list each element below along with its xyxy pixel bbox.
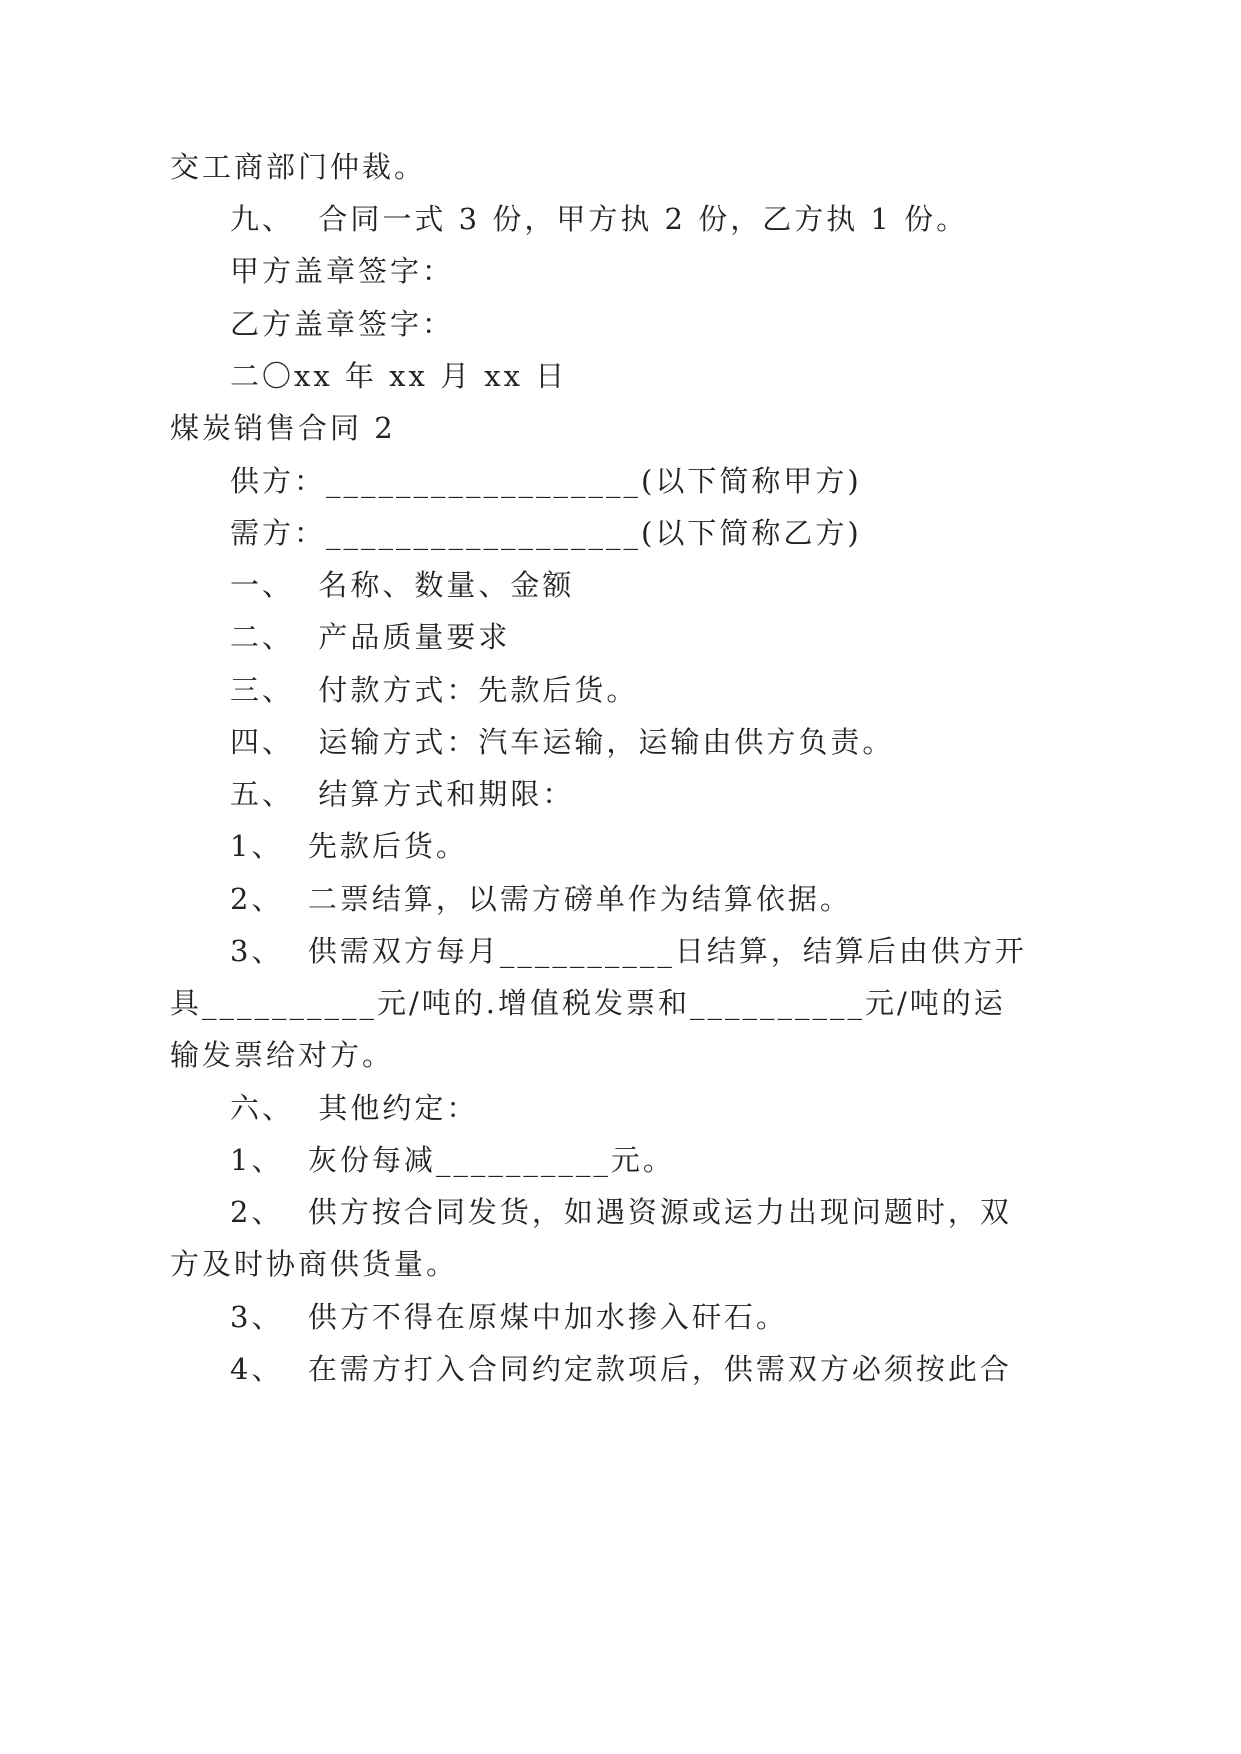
clause-five: 五、 结算方式和期限： [230, 777, 575, 811]
clause-nine: 九、 合同一式 3 份，甲方执 2 份，乙方执 1 份。 [230, 202, 969, 236]
other-item-4: 4、 在需方打入合同约定款项后，供需双方必须按此合 [230, 1352, 1012, 1386]
buyer-line: 需方：__________________(以下简称乙方) [230, 516, 862, 550]
sub-item-1: 1、 先款后货。 [230, 829, 468, 863]
contract-title: 煤炭销售合同 2 [170, 411, 396, 445]
sub-item-2: 2、 二票结算，以需方磅单作为结算依据。 [230, 882, 852, 916]
date-line: 二〇xx 年 xx 月 xx 日 [230, 359, 568, 393]
text-line: 方及时协商供货量。 [170, 1247, 459, 1281]
text-line: 具__________元/吨的.增值税发票和__________元/吨的运 [170, 986, 1006, 1020]
clause-six: 六、 其他约定： [230, 1091, 479, 1125]
other-item-2: 2、 供方按合同发货，如遇资源或运力出现问题时，双 [230, 1195, 1012, 1229]
clause-four: 四、 运输方式：汽车运输，运输由供方负责。 [230, 725, 895, 759]
other-item-3: 3、 供方不得在原煤中加水掺入矸石。 [230, 1300, 788, 1334]
other-item-1: 1、 灰份每减__________元。 [230, 1143, 675, 1177]
sub-item-3: 3、 供需双方每月__________日结算，结算后由供方开 [230, 934, 1027, 968]
clause-two: 二、 产品质量要求 [230, 620, 511, 654]
party-a-signature-label: 甲方盖章签字： [230, 254, 455, 288]
clause-three: 三、 付款方式：先款后货。 [230, 673, 639, 707]
party-b-signature-label: 乙方盖章签字： [230, 307, 455, 341]
clause-one: 一、 名称、数量、金额 [230, 568, 575, 602]
text-line: 交工商部门仲裁。 [170, 150, 427, 184]
supplier-line: 供方：__________________(以下简称甲方) [230, 464, 862, 498]
text-line: 输发票给对方。 [170, 1038, 395, 1072]
